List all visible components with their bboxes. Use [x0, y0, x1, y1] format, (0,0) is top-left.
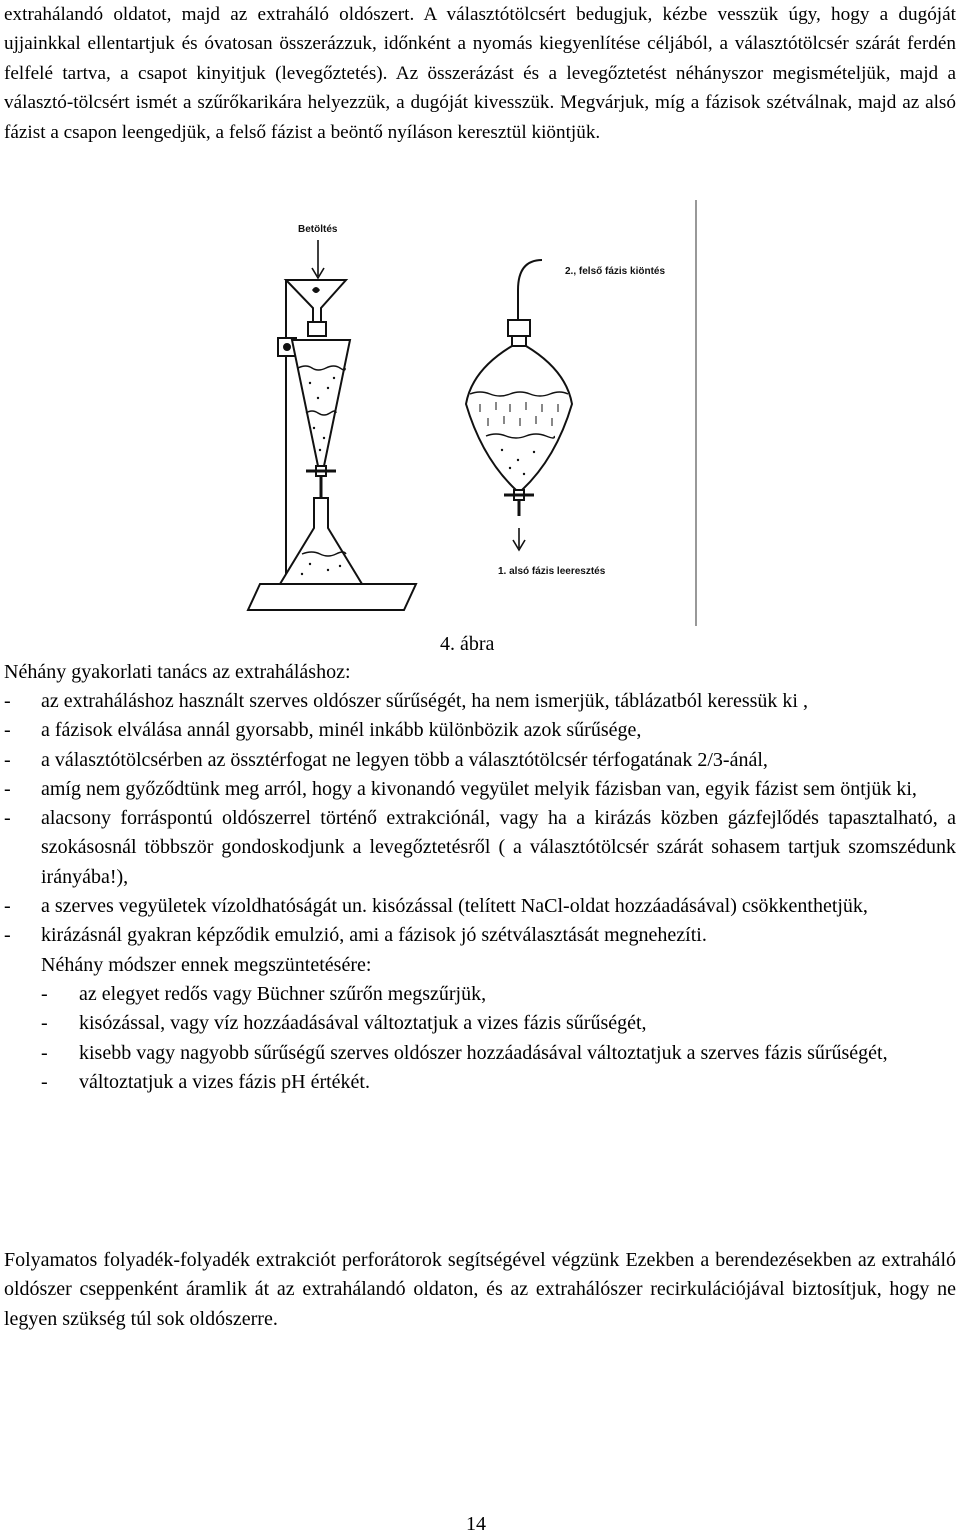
list-item: - alacsony forráspontú oldószerrel történő extrakciónál, vagy ha a kirázás közben gázfejlődés tapasztalható, a szokásosnál többször gondoskodjunk a levegőztetésről ( a választótölcsér szárát sohasem tartjuk szomszédunk irányába!), — [4, 804, 956, 892]
loading-funnel — [286, 280, 346, 322]
emulsion-methods-list — [41, 980, 956, 1097]
clamp-screw — [284, 344, 290, 350]
tips-list — [4, 687, 956, 1097]
list-item: - a szerves vegyületek vízoldhatóságát un. kisózással (telített NaCl-oldat hozzáadásával) csökkenthetjük, — [4, 892, 956, 921]
left-apparatus — [248, 280, 416, 610]
list-item-text: kirázásnál gyakran képződik emulzió, ami a fázisok jó szétválasztását megnehezíti. — [41, 924, 707, 947]
intro-text: extrahálandó oldatot, majd az extraháló oldószert. A választótölcsért bedugjuk, kézbe vesszük úgy, hogy a dugóját ujjainkkal ellentartjuk és óvatosan összerázzuk, időnként a nyomás kiegyenlítése céljából, a választótölcsér szárát ferdén felfelé tartva, a csapot kinyitjuk (levegőztetés). Az összerázást és a levegőztetést néhányszor megismételjük, majd a választó-tölcsért ismét a szűrőkarikára helyezzük, a dugóját kivesszük. Megvárjuk, míg a fázisok szétválnak, majd az alsó fázist a csapon leengedjük, a felső fázist a beöntő nyíláson keresztül kiöntjük. — [4, 4, 956, 143]
list-item: - változtatjuk a vizes fázis pH értékét. — [41, 1068, 956, 1097]
list-item-emulsion — [4, 921, 956, 1097]
figure-drawing — [240, 198, 710, 628]
list-item: - a fázisok elválása annál gyorsabb, minél inkább különbözik azok sűrűsége, — [4, 716, 956, 745]
right-funnel-neck — [512, 336, 526, 346]
stand-base — [248, 584, 416, 610]
separatory-funnel-body — [292, 340, 350, 466]
list-item: - kisózással, vagy víz hozzáadásával változtatjuk a vizes fázis sűrűségét, — [41, 1009, 956, 1038]
intro-paragraph — [4, 0, 956, 147]
label-loading: Betöltés — [298, 224, 338, 235]
figure-caption: 4. ábra — [440, 633, 495, 655]
tips-title: Néhány gyakorlati tanács az extraháláshoz: — [4, 661, 351, 683]
list-item: - az elegyet redős vagy Büchner szűrőn megszűrjük, — [41, 980, 956, 1009]
right-funnel-body — [466, 346, 572, 490]
list-item: - a választótölcsérben az össztérfogat ne legyen több a választótölcsér térfogatának 2/3-ánál, — [4, 746, 956, 775]
funnel-neck — [308, 322, 326, 336]
separatory-funnel-figure — [240, 198, 710, 628]
outlet-tube — [518, 260, 542, 320]
outro-paragraph: Folyamatos folyadék-folyadék extrakciót perforátorok segítségével végzünk Ezekben a berendezésekben az extraháló oldószer cseppenként áramlik át az extrahálandó oldaton, és az extrahálószer recirkulációjával biztosítjuk, hogy ne legyen szükség túl sok oldószerre. — [4, 1249, 956, 1330]
right-apparatus — [466, 260, 572, 516]
page-number: 14 — [466, 1513, 486, 1535]
drain-arrow — [513, 528, 525, 550]
loading-arrow — [312, 240, 324, 278]
list-item: - az extraháláshoz használt szerves oldószer sűrűségét, ha nem ismerjük, táblázatból keressük ki , — [4, 687, 956, 716]
right-stopper — [508, 320, 530, 336]
label-upper-phase: 2., felső fázis kiöntés — [565, 266, 666, 277]
receiving-flask — [280, 498, 362, 584]
label-lower-phase: 1. alsó fázis leeresztés — [498, 566, 606, 577]
emulsion-methods-title: Néhány módszer ennek megszüntetésére: — [41, 953, 372, 976]
list-item: - amíg nem győződtünk meg arról, hogy a kivonandó vegyület melyik fázisban van, egyik fázist sem öntjük ki, — [4, 775, 956, 804]
list-item: - kisebb vagy nagyobb sűrűségű szerves oldószer hozzáadásával változtatjuk a szerves fázis sűrűségét, — [41, 1039, 956, 1068]
